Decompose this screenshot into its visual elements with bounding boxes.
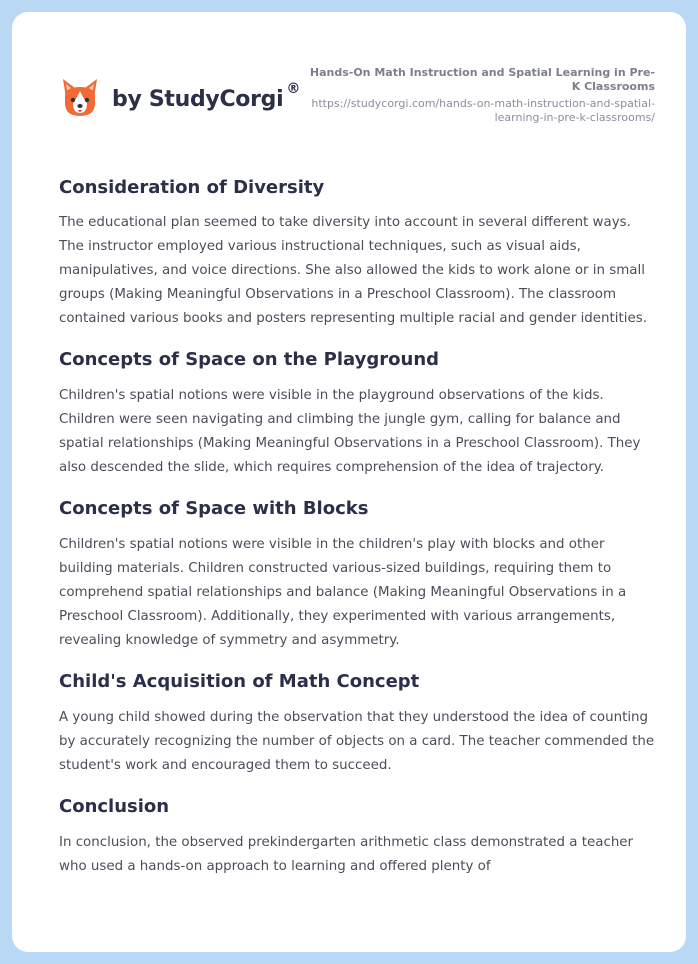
document-page [12,12,686,952]
document-body [59,176,659,879]
corgi-logo-icon [60,76,100,120]
section-heading: Concepts of Space with Blocks [59,498,369,519]
document-url[interactable]: https://studycorgi.com/hands-on-math-instruction-and-spatial-learning-in-pre-k-classrooms/ [311,97,655,124]
section-space-on-playground [59,348,659,480]
section-heading: Concepts of Space on the Playground [59,349,440,370]
document-title: Hands-On Math Instruction and Spatial Learning in Pre-K Classrooms [309,66,655,93]
brand-name-text: by StudyCorgi [112,86,284,112]
section-paragraph: A young child showed during the observation that they understood the idea of counting by accurately recognizing the number of objects on a card. The teacher commended the student's work and encouraged them to succeed. [59,710,655,773]
section-heading: Child's Acquisition of Math Concept [59,671,420,692]
section-math-concept [59,670,659,778]
registered-mark: ® [286,80,301,97]
section-paragraph: The educational plan seemed to take diversity into account in several different ways. The instructor employed various instructional techniques, such as visual aids, manipulatives, and voice directions. She also allowed the kids to work alone or in small groups (Making Meaningful Observations in a Preschool Classroom). The classroom contained various books and posters representing multiple racial and gender identities. [59,215,647,326]
section-space-with-blocks [59,497,659,653]
document-meta [305,66,655,125]
section-paragraph: In conclusion, the observed prekindergarten arithmetic class demonstrated a teacher who used a hands-on approach to learning and offered plenty of [59,835,634,874]
brand-logo[interactable] [60,76,300,120]
section-heading: Conclusion [59,796,170,817]
brand-name [112,80,301,112]
section-consideration-of-diversity [59,176,659,331]
section-conclusion [59,795,659,879]
section-paragraph: Children's spatial notions were visible in the children's play with blocks and other building materials. Children constructed various-sized buildings, requiring them to comprehend spatial relationships and balance (Making Meaningful Observations in a Preschool Classroom). Additionally, they experimented with various arrangements, revealing knowledge of symmetry and asymmetry. [59,537,627,648]
section-paragraph: Children's spatial notions were visible in the playground observations of the kids. Children were seen navigating and climbing the jungle gym, calling for balance and spatial relationships (Making Meaningful Observations in a Preschool Classroom). They also descended the slide, which requires comprehension of the idea of trajectory. [59,388,641,475]
section-heading: Consideration of Diversity [59,177,325,198]
